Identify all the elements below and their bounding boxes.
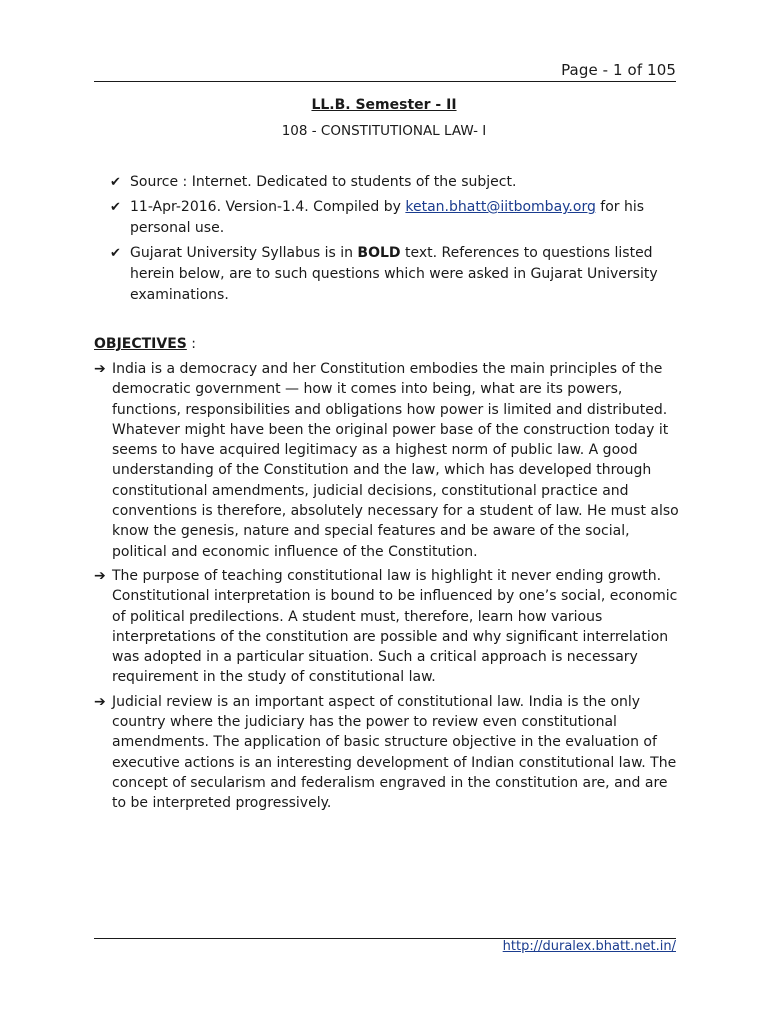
bullet-text-after: for his personal use. <box>130 199 645 236</box>
bullet-text-before: 11-Apr-2016. Version-1.4. Compiled by <box>130 199 406 215</box>
footer-website-link[interactable]: http://duralex.bhatt.net.in/ <box>502 939 676 954</box>
bullet-text-before: Gujarat University Syllabus is in <box>130 245 358 261</box>
bullet-syllabus <box>108 243 680 306</box>
objectives-heading-label: OBJECTIVES <box>94 336 187 352</box>
page-number: Page - 1 of 105 <box>561 61 676 79</box>
bullet-version <box>108 197 680 239</box>
course-title: 108 - CONSTITUTIONAL LAW- I <box>281 123 487 139</box>
objectives-heading-suffix: : <box>186 336 197 352</box>
bullet-text: Source : Internet. Dedicated to students of the subject. <box>130 174 517 190</box>
objectives-heading <box>94 336 196 352</box>
checkmark-icon: ✔ <box>110 175 121 190</box>
right-arrow-icon: ➔ <box>94 361 106 377</box>
objectives-list <box>94 359 680 818</box>
right-arrow-icon: ➔ <box>94 693 106 710</box>
header-divider <box>94 81 676 82</box>
objective-paragraph <box>94 359 680 562</box>
compiler-email-link[interactable]: ketan.bhatt@iitbombay.org <box>405 199 596 215</box>
bold-word: BOLD <box>357 245 401 261</box>
objective-text: India is a democracy and her Constitution embodies the main principles of the democratic government — how it comes into being, what are its powers, functions, responsibilities and obligations how power is limited and distributed. Whatever might have been the original power base of the construction today it seems to have acquired legitimacy as a highest norm of public law. A good understanding of the Constitution and the law, which has developed through constitutional amendments, judicial decisions, constitutional practice and conventions is therefore, absolutely necessary for a student of law. He must also know the genesis, nature and special features and be aware of the social, political and economic influence of the Constitution. <box>112 361 679 560</box>
checkmark-icon: ✔ <box>110 200 121 215</box>
objective-text: Judicial review is an important aspect of constitutional law. India is the only country where the judiciary has the power to review even constitutional amendments. The application of basic structure objective in the evaluation of executive actions is an interesting development of Indian constitutional law. The concept of secularism and federalism engraved in the constitution are, and are to be interpreted progressively. <box>112 693 677 812</box>
objective-paragraph <box>94 566 680 688</box>
bullet-source <box>108 172 680 193</box>
objective-text: The purpose of teaching constitutional law is highlight it never ending growth. Constitutional interpretation is bound to be influenced by one’s social, economic of political predilections. A student must, therefore, learn how various interpretations of the constitution are possible and why significant interrelation was adopted in a particular situation. Such a critical approach is necessary requirement in the study of constitutional law. <box>112 567 678 686</box>
objective-paragraph <box>94 692 680 814</box>
bullet-text-after: text. References to questions listed herein below, are to such questions which were asked in Gujarat University examinations. <box>130 245 658 303</box>
checkmark-icon: ✔ <box>110 246 121 261</box>
semester-title: LL.B. Semester - II <box>311 97 457 113</box>
right-arrow-icon: ➔ <box>94 567 106 584</box>
info-bullet-list <box>108 172 680 310</box>
